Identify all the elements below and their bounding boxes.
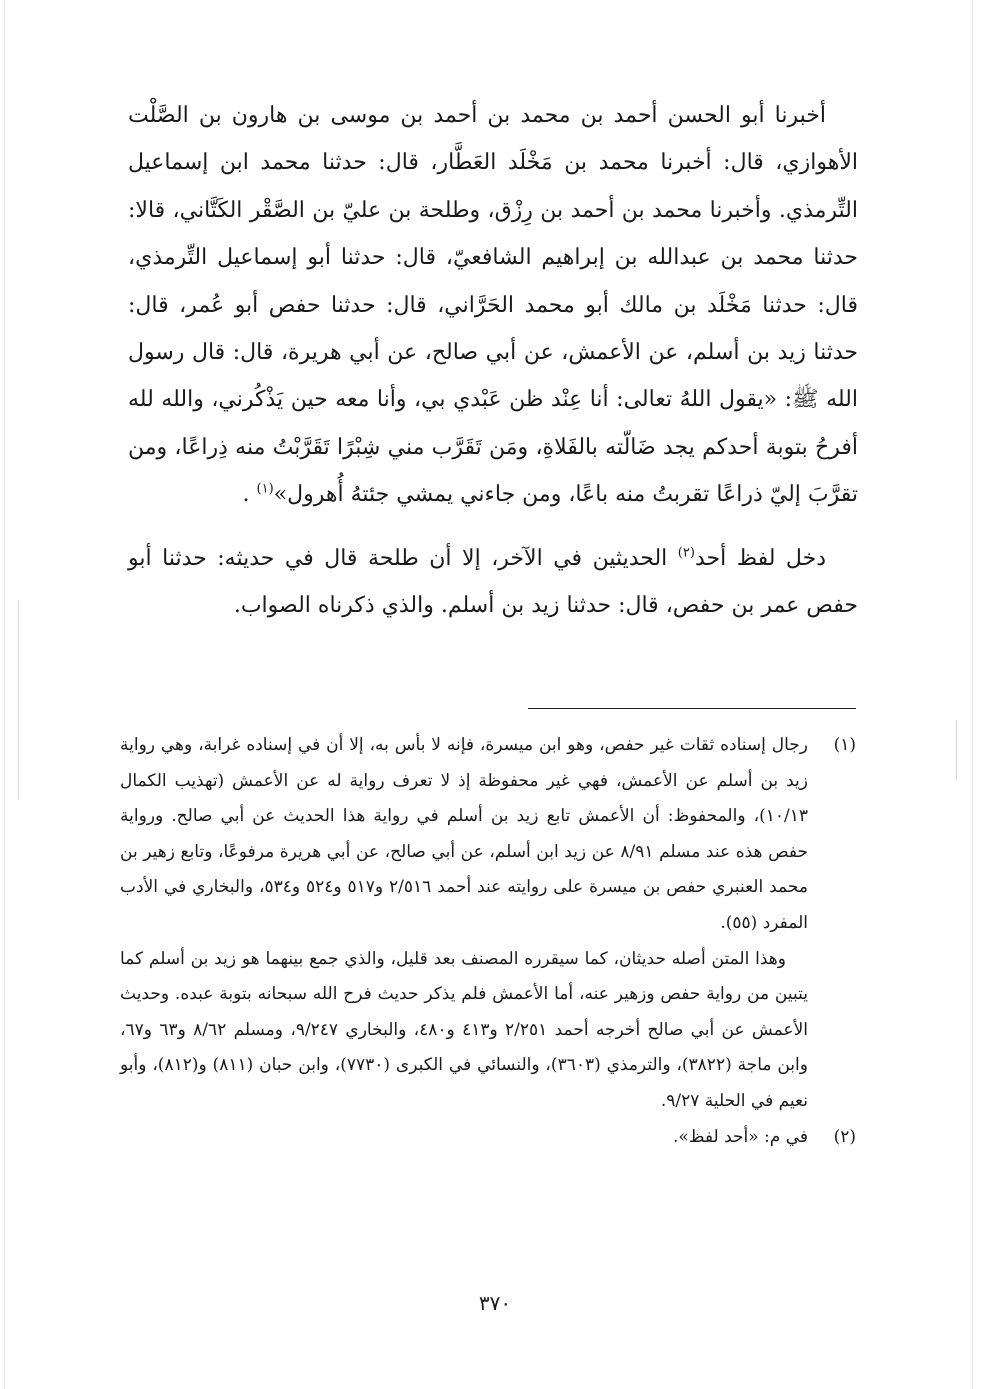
footnote-ref-2[interactable]: (٢) — [677, 545, 695, 561]
footnote-separator — [528, 708, 856, 709]
footnote-ref-1[interactable]: (١) — [256, 481, 274, 497]
footnote-text: في م: «أحد لفظ». — [672, 1126, 808, 1147]
commentary-text-b: الحديثين في الآخر، إلا أن طلحة قال في حديثه: حدثنا أبو حفص عمر بن حفص، قال: حدثنا زيد بن أسلم. والذي ذكرناه الصواب. — [128, 545, 858, 619]
footnote-body — [120, 728, 808, 1120]
commentary-paragraph — [128, 535, 858, 630]
footnote-text: وهذا المتن أصله حديثان، كما سيقرره المصنف بعد قليل، والذي جمع بينهما هو زيد بن أسلم كما يتبين من رواية حفص وزهير عنه، أما الأعمش فلم يذكر حديث فرح الله سبحانه بتوبة عبده. وحديث الأعمش عن أبي صالح أخرجه أحمد ٢/٢٥١ و٤١٣ و٤٨٠، والبخاري ٩/٢٤٧، ومسلم ٨/٦٢ و٦٣ و٦٧، وابن ماجة (٣٨٢٢)، والترمذي (٣٦٠٣)، والنسائي في الكبرى (٧٧٣٠)، وابن حبان (٨١١) و(٨١٢)، وأبو نعيم في الحلية ٩/٢٧. — [120, 948, 808, 1111]
footnote-2 — [120, 1120, 856, 1156]
footnote-number: (١) — [833, 735, 856, 755]
hadith-text: أخبرنا أبو الحسن أحمد بن محمد بن أحمد بن موسى بن هارون بن الصَّلْت الأهوازي، قال: أخبرنا محمد بن مَخْلَد العَطَّار، قال: حدثنا محمد ابن إسماعيل التِّرمذي. وأخبرنا محمد بن أحمد بن رِزْق، وطلحة بن عليّ بن الصَّقْر الكَتَّاني، قالا: حدثنا محمد بن عبدالله بن إبراهيم الشافعيّ، قال: حدثنا أبو إسماعيل التِّرمذي، قال: حدثنا مَخْلَد بن مالك أبو محمد الحَرَّاني، قال: حدثنا حفص أبو عُمر، قال: حدثنا زيد بن أسلم، عن الأعمش، عن أبي صالح، عن أبي هريرة، قال: قال رسول الله ﷺ: «يقول اللهُ تعالى: أنا عِنْد ظن عَبْدي بي، وأنا معه حين يَذْكُرني، والله لله أفرحُ بتوبة أحدكم يجد ضَالّته بالفَلاةِ، ومَن تَقَرَّب مني شِبْرًا تَقَرَّبْتُ منه ذِراعًا، ومن تقرَّبَ إليّ ذراعًا تقربتُ منه باعًا، ومن جاءني يمشي جئتهُ أُهرول» — [128, 103, 858, 508]
scan-edge-line — [972, 0, 973, 1389]
footnote-body — [120, 1120, 808, 1156]
paragraph-gap — [128, 519, 858, 535]
page-number: ٣٧٠ — [478, 1291, 512, 1315]
hadith-paragraph — [128, 92, 858, 519]
footnotes — [120, 728, 856, 1155]
hadith-end: . — [242, 482, 257, 508]
footnote-number: (٢) — [833, 1126, 856, 1147]
scan-edge-line — [956, 720, 957, 780]
main-text — [128, 92, 858, 629]
footnote-1 — [120, 728, 856, 1120]
commentary-text-a: دخل لفظ أحد — [694, 545, 826, 571]
footnote-text: رجال إسناده ثقات غير حفص، وهو ابن ميسرة، فإنه لا بأس به، إلا أن في إسناده غرابة، وهي رواية زيد بن أسلم عن الأعمش، فهي غير محفوظة إذ لا تعرف رواية له عن الأعمش (تهذيب الكمال ١٠/١٣)، والمحفوظ: أن الأعمش تابع زيد بن أسلم في رواية هذا الحديث عن أبي صالح. ورواية حفص هذه عند مسلم ٨/٩١ عن زيد ابن أسلم، عن أبي صالح، عن أبي هريرة مرفوعًا، وتابع زهير بن محمد العنبري حفص بن ميسرة على روايته عند أحمد ٢/٥١٦ و٥١٧ و٥٢٤ و٥٣٤، والبخاري في الأدب المفرد (٥٥). — [120, 735, 809, 933]
scan-edge-line — [18, 600, 19, 800]
scan-edge-line — [4, 0, 5, 1389]
